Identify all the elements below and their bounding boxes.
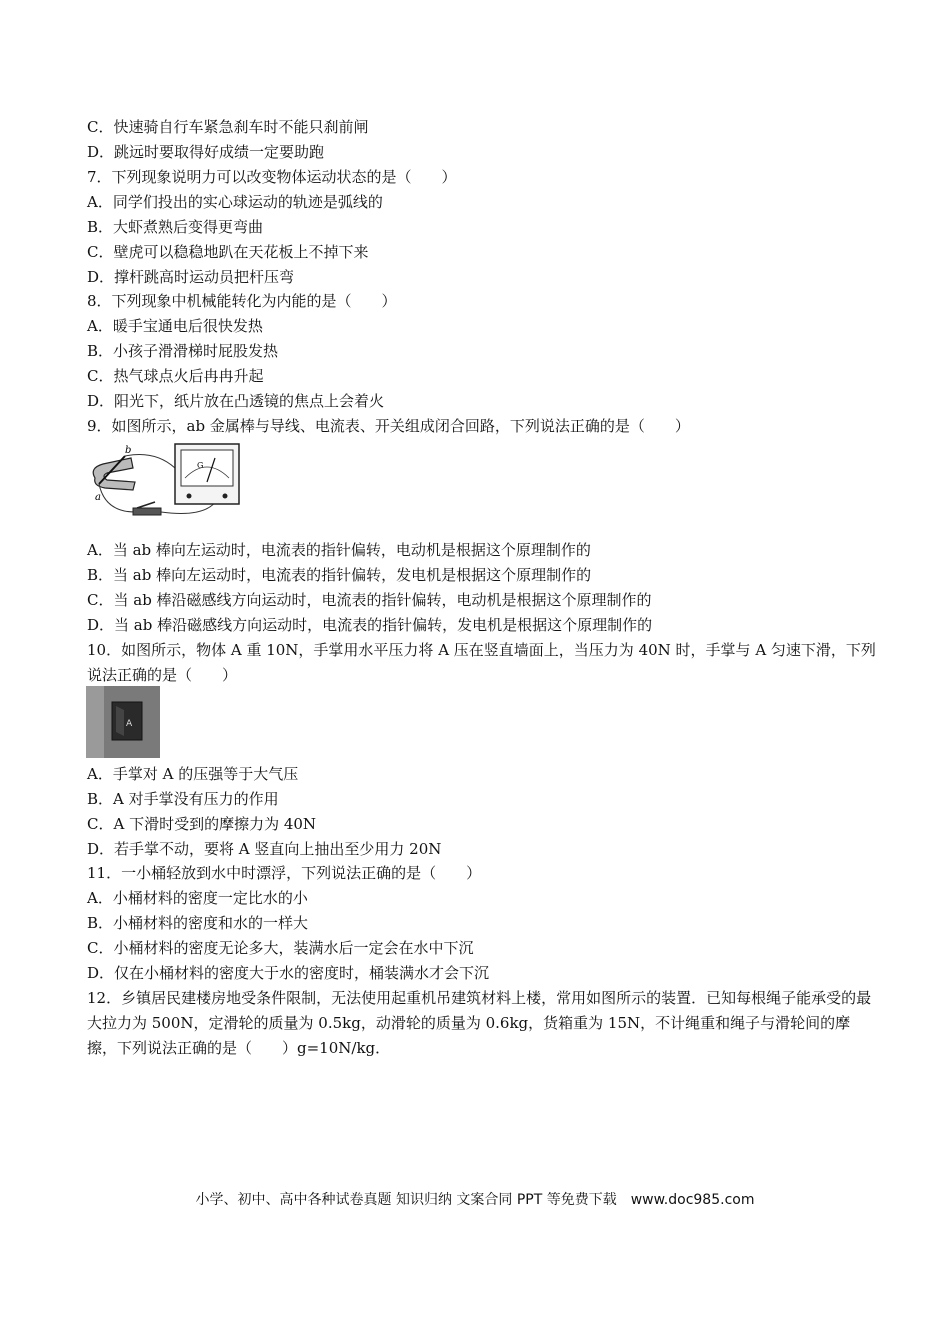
q9-option-b: B．当 ab 棒向左运动时，电流表的指针偏转，发电机是根据这个原理制作的 bbox=[87, 566, 592, 584]
q8-stem: 8．下列现象中机械能转化为内能的是（ ） bbox=[87, 292, 397, 310]
wall-shape bbox=[86, 686, 104, 758]
q9-option-d: D．当 ab 棒沿磁感线方向运动时，电流表的指针偏转，发电机是根据这个原理制作的 bbox=[87, 616, 653, 634]
terminal-left bbox=[187, 494, 192, 499]
q6-option-c: C．快速骑自行车紧急刹车时不能只刹前闸 bbox=[87, 118, 369, 136]
q9-option-c: C．当 ab 棒沿磁感线方向运动时，电流表的指针偏转，电动机是根据这个原理制作的 bbox=[87, 591, 652, 609]
fig-label-a: a bbox=[95, 492, 101, 503]
q7-option-d: D．撑杆跳高时运动员把杆压弯 bbox=[87, 268, 295, 286]
hand-shadow bbox=[116, 706, 124, 736]
q10-option-b: B．A 对手掌没有压力的作用 bbox=[87, 790, 279, 808]
q12-stem: 12．乡镇居民建楼房地受条件限制，无法使用起重机吊建筑材料上楼，常用如图所示的装置．已知每根绳子能承受的最大拉力为 500N，定滑轮的质量为 0.5kg，动滑轮的质量为 0.6kg，货箱重为 15N，不计绳重和绳子与滑轮间的摩擦，下列说法正确的是（ ）g=10N/kg． bbox=[87, 989, 872, 1057]
fig-label-g: G bbox=[197, 461, 204, 470]
q10-stem: 10．如图所示，物体 A 重 10N，手掌用水平压力将 A 压在竖直墙面上，当压力为 40N 时，手掌与 A 匀速下滑，下列说法正确的是（ ） bbox=[87, 641, 876, 684]
terminal-right bbox=[223, 494, 228, 499]
q9-stem: 9．如图所示，ab 金属棒与导线、电流表、开关组成闭合回路，下列说法正确的是（ ） bbox=[87, 417, 690, 435]
q11-option-c: C．小桶材料的密度无论多大，装满水后一定会在水中下沉 bbox=[87, 939, 474, 957]
page-footer: 小学、初中、高中各种试卷真题 知识归纳 文案合同 PPT 等免费下载 www.doc985.com bbox=[195, 1192, 755, 1208]
q7-option-c: C．壁虎可以稳稳地趴在天花板上不掉下来 bbox=[87, 243, 369, 261]
q7-stem: 7．下列现象说明力可以改变物体运动状态的是（ ） bbox=[87, 168, 457, 186]
q11-option-a: A．小桶材料的密度一定比水的小 bbox=[87, 889, 308, 907]
q10-wall-block-figure bbox=[86, 686, 160, 758]
switch-icon bbox=[133, 508, 161, 515]
q6-option-d: D．跳远时要取得好成绩一定要助跑 bbox=[87, 143, 325, 161]
q9-option-a: A．当 ab 棒向左运动时，电流表的指针偏转，电动机是根据这个原理制作的 bbox=[87, 541, 591, 559]
q10-option-a: A．手掌对 A 的压强等于大气压 bbox=[87, 765, 299, 783]
switch-lever bbox=[137, 502, 155, 508]
q9-circuit-figure bbox=[85, 438, 255, 522]
fig-label-b: b bbox=[125, 445, 132, 456]
q10-option-d: D．若手掌不动，要将 A 竖直向上抽出至少用力 20N bbox=[87, 840, 442, 858]
q8-option-d: D．阳光下，纸片放在凸透镜的焦点上会着火 bbox=[87, 392, 385, 410]
q8-option-c: C．热气球点火后冉冉升起 bbox=[87, 367, 264, 385]
q7-option-b: B．大虾煮熟后变得更弯曲 bbox=[87, 218, 264, 236]
q11-option-b: B．小桶材料的密度和水的一样大 bbox=[87, 914, 309, 932]
q10-option-c: C．A 下滑时受到的摩擦力为 40N bbox=[87, 815, 317, 833]
q11-stem: 11．一小桶轻放到水中时漂浮，下列说法正确的是（ ） bbox=[87, 864, 482, 882]
q8-option-a: A．暖手宝通电后很快发热 bbox=[87, 317, 263, 335]
q7-option-a: A．同学们投出的实心球运动的轨迹是弧线的 bbox=[87, 193, 383, 211]
q11-option-d: D．仅在小桶材料的密度大于水的密度时，桶装满水才会下沉 bbox=[87, 964, 490, 982]
q8-option-b: B．小孩子滑滑梯时屁股发热 bbox=[87, 342, 279, 360]
block-label-a: A bbox=[126, 719, 133, 729]
